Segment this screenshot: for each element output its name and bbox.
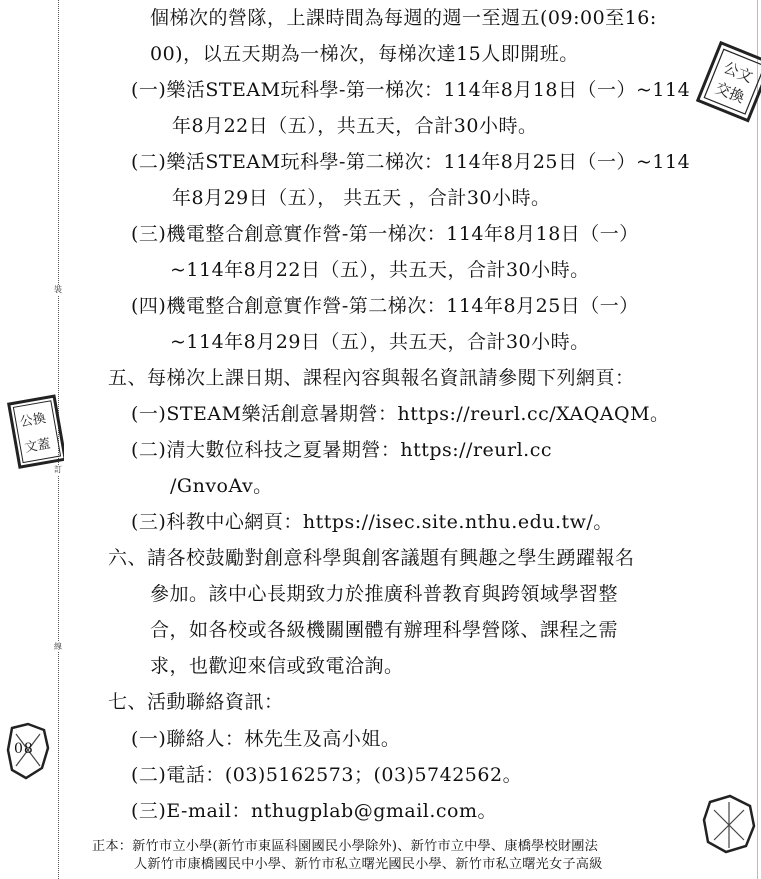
page-edge: [757, 0, 758, 879]
section-heading-7: 七、活動聯絡資訊：: [108, 691, 284, 713]
footer-recipients: [92, 838, 603, 874]
contact-phone: (二)電話：(03)5162573；(03)5742562。: [131, 764, 523, 786]
svg-text:公換: 公換: [18, 411, 48, 431]
text-line: (二)樂活STEAM玩科學-第二梯次：114年8月25日（一）~114: [131, 151, 691, 173]
seal-stamp-top-right: [692, 40, 761, 130]
text-line: ~114年8月22日（五），共五天，合計30小時。: [170, 259, 590, 281]
text-line: 合，如各校或各級機關團體有辦理科學營隊、課程之需: [150, 619, 619, 641]
link-line: (三)科教中心網頁：https://isec.site.nthu.edu.tw/。: [131, 511, 613, 533]
text-line: 00)，以五天期為一梯次，每梯次達15人即開班。: [150, 43, 579, 65]
link-line: (二)清大數位科技之夏暑期營：https://reurl.cc: [131, 439, 552, 461]
text-line: 參加。該中心長期致力於推廣科普教育與跨領域學習整: [150, 583, 619, 605]
text-line: (四)機電整合創意實作營-第二梯次：114年8月25日（一）: [131, 295, 639, 317]
page-number: 08: [14, 741, 34, 757]
text-line: ~114年8月29日（五），共五天，合計30小時。: [170, 331, 590, 353]
text-line: (一)樂活STEAM玩科學-第一梯次：114年8月18日（一）~114: [131, 79, 691, 101]
binding-mark-zhuang: 裝: [54, 285, 62, 294]
section-heading-6: 六、請各校鼓勵對創意科學與創客議題有興趣之學生踴躍報名: [108, 547, 635, 569]
text-line: 年8月22日（五），共五天，合計30小時。: [172, 115, 538, 137]
text-line: (三)機電整合創意實作營-第一梯次：114年8月18日（一）: [131, 223, 639, 245]
text-line: 年8月29日（五）， 共五天 ，合計30小時。: [172, 187, 551, 209]
text-line: 求，也歡迎來信或致電洽詢。: [150, 655, 404, 677]
footer-line-2: 人新竹市康橋國民中小學、新竹市私立曙光國民小學、新竹市私立曙光女子高級: [134, 857, 603, 872]
contact-person: (一)聯絡人：林先生及高小姐。: [131, 728, 401, 750]
contact-email: (三)E-mail：nthugplab@gmail.com。: [131, 800, 497, 822]
binding-mark-xian: 線: [54, 642, 62, 651]
svg-text:交換: 交換: [712, 78, 748, 107]
seal-stamp-left: [6, 392, 64, 472]
text-line: 個梯次的營隊，上課時間為每週的週一至週五(09:00至16:: [150, 7, 657, 29]
svg-text:公文: 公文: [720, 58, 756, 87]
footer-line-1: 正本：新竹市立小學(新竹市東區科園國民小學除外)、新竹市立中學、康橋學校財團法: [92, 839, 599, 854]
section-heading-5: 五、每梯次上課日期、課程內容與報名資訊請參閱下列網頁：: [108, 367, 635, 389]
link-line: /GnvoAv。: [170, 475, 273, 497]
binding-mark-ding: 訂: [54, 465, 62, 474]
link-line: (一)STEAM樂活創意暑期營：https://reurl.cc/XAQAQM。: [131, 403, 670, 425]
ornament-stamp-bottom-right: [700, 792, 758, 856]
svg-text:文蓋: 文蓋: [23, 436, 52, 456]
